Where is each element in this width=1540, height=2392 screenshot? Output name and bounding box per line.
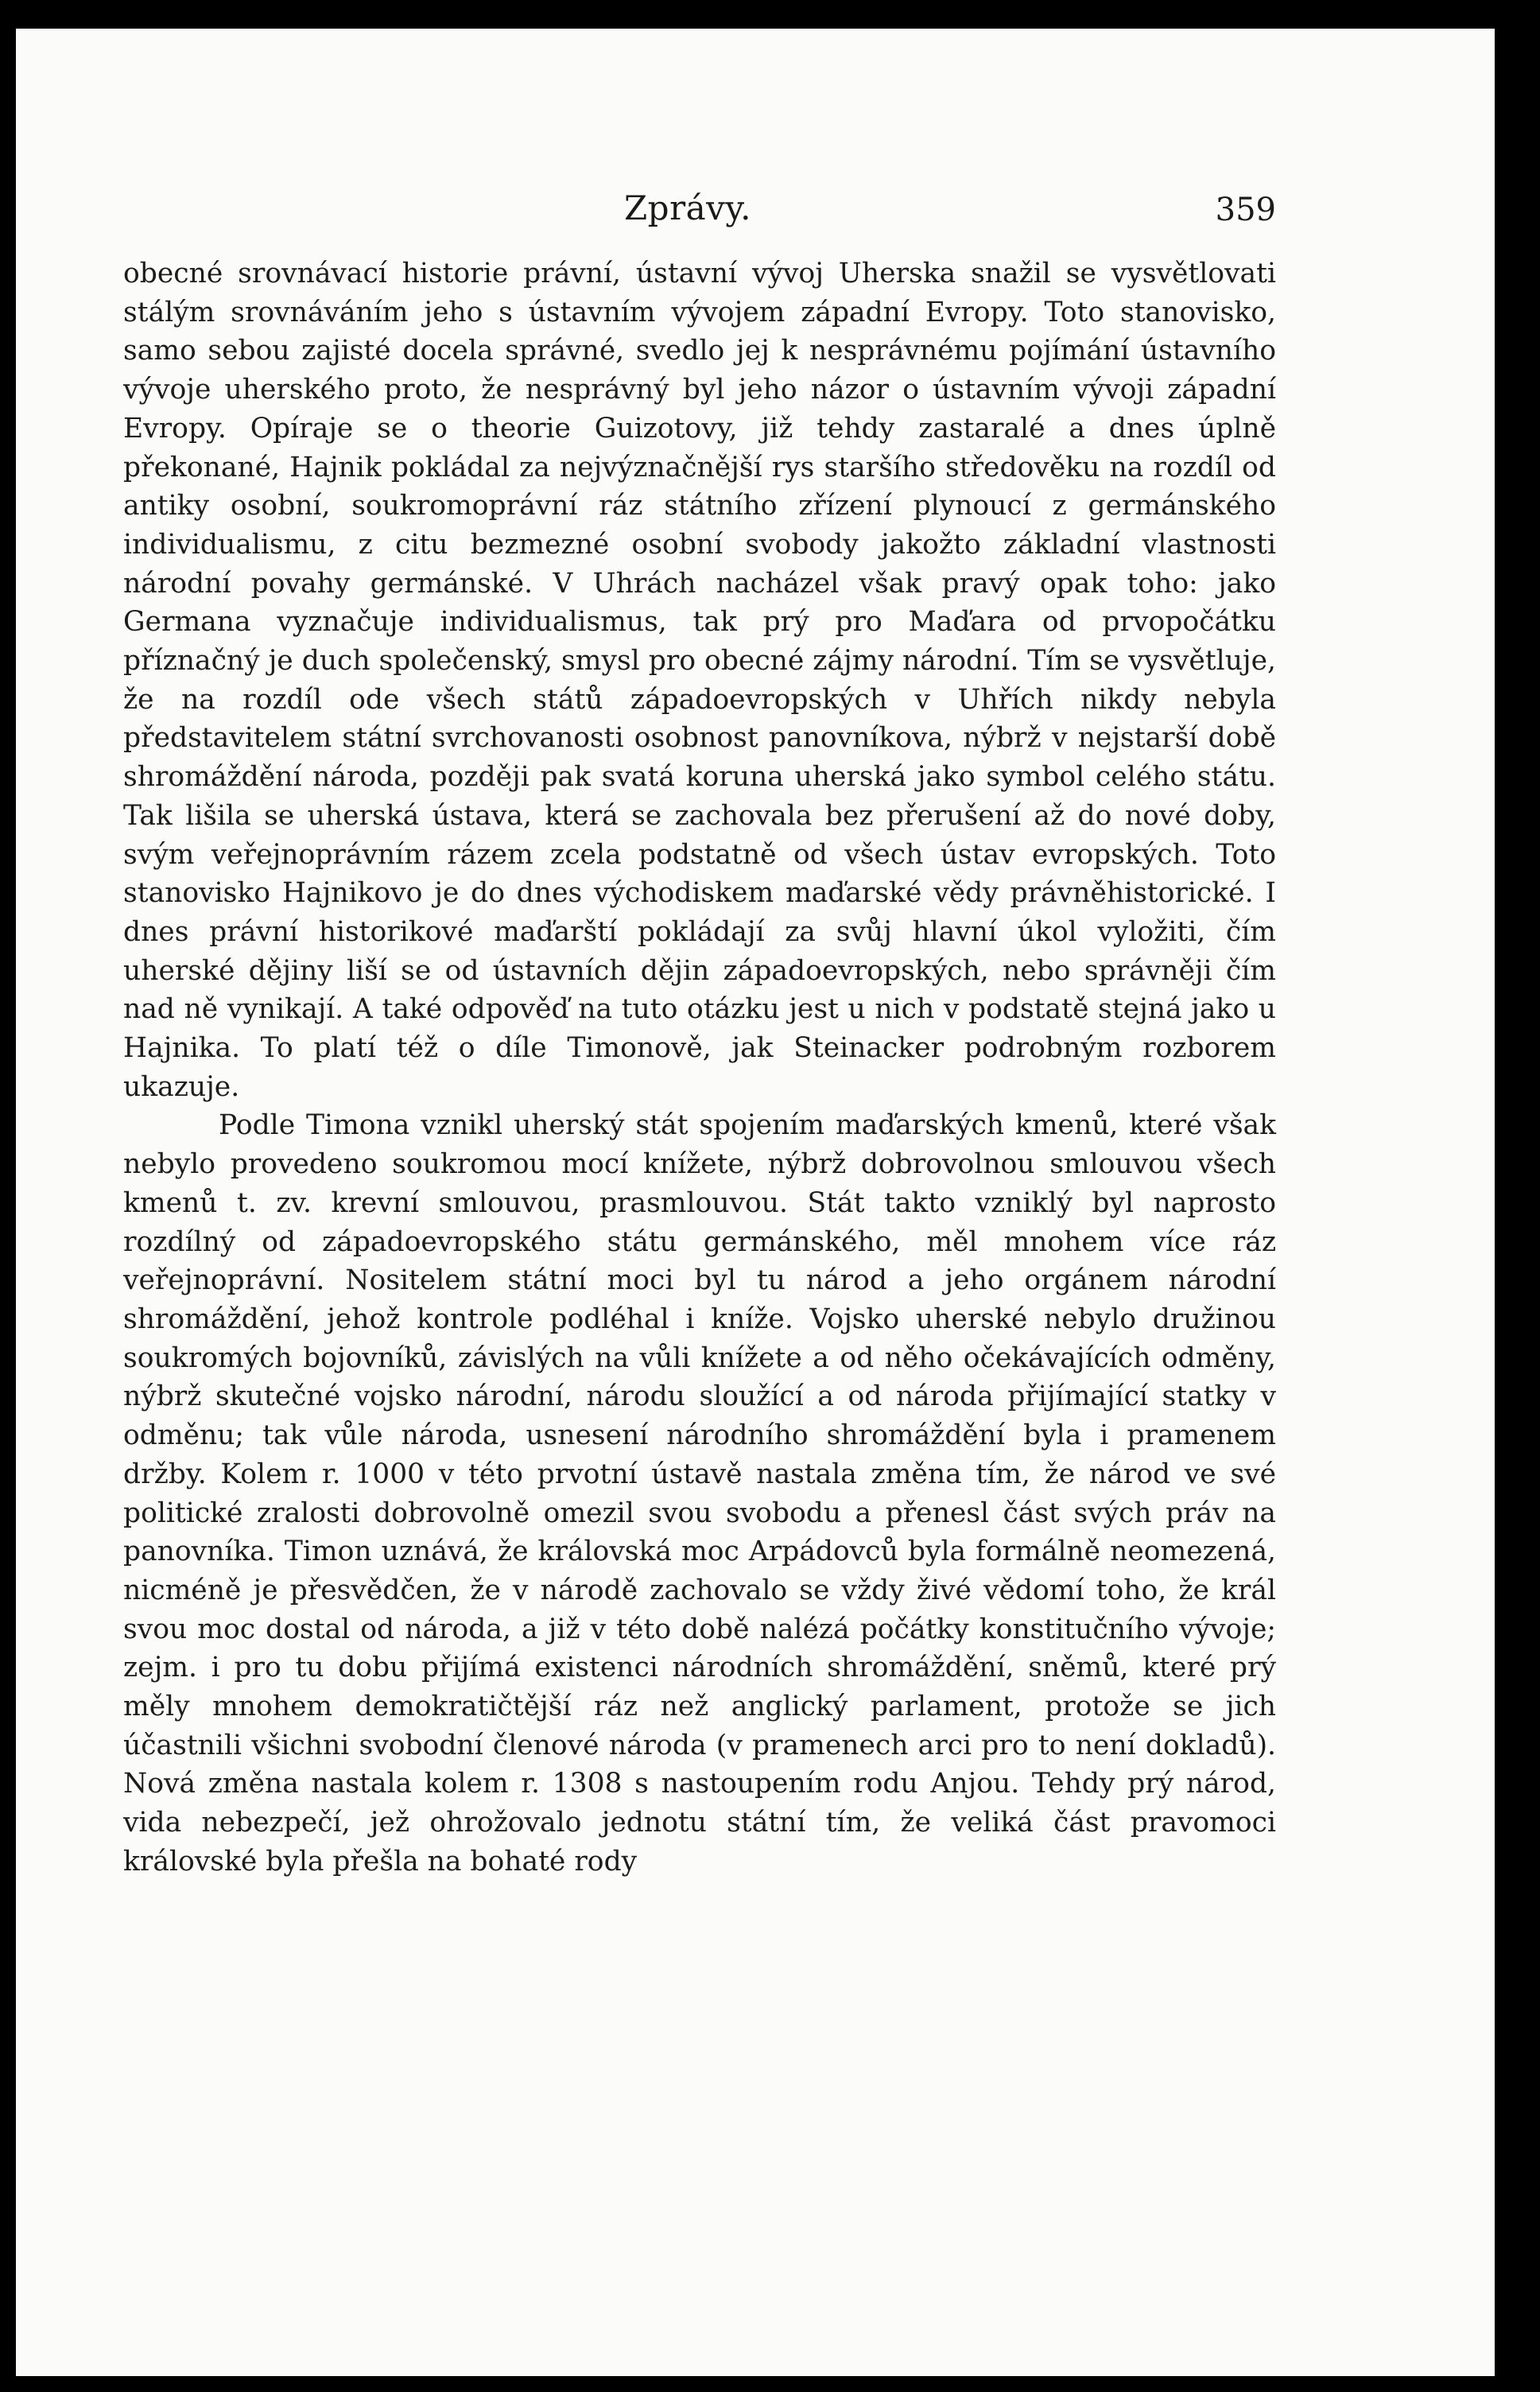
paragraph: Podle Timona vznikl uherský stát spojením maďarských kmenů, které však nebylo provedeno soukromou mocí knížete, nýbrž dobrovolnou smlouvou všech kmenů t. zv. krevní smlouvou, prasmlouvou. Stát takto vzniklý byl naprosto rozdílný od západoevropského státu germánského, měl mnohem více ráz veřejnoprávní. Nositelem státní moci byl tu národ a jeho orgánem národní shromáždění, jehož kontrole podléhal i kníže. Vojsko uherské nebylo družinou soukromých bojovníků, závislých na vůli knížete a od něho očekávajících odměny, nýbrž skutečné vojsko národní, národu sloužící a od národa přijímající statky v odměnu; tak vůle národa, usnesení národního shromáždění byla i pramenem držby. Kolem r. 1000 v této prvotní ústavě nastala změna tím, že národ ve své politické zralosti dobrovolně omezil svou svobodu a přenesl část svých práv na panovníka. Timon uznává, že královská moc Arpádovců byla formálně neomezená, nicméně je přesvědčen, že v národě zachovalo se vždy živé vědomí toho, že král svou moc dostal od národa, a již v této době nalézá počátky konstitučního vývoje; zejm. i pro tu dobu přijímá existenci národních shromáždění, sněmů, které prý měly mnohem demokratičtější ráz než anglický parlament, protože se jich účastnili všichni svobodní členové národa (v pramenech arci pro to není dokladů). Nová změna nastala kolem r. 1308 s nastoupením rodu Anjou. Tehdy prý národ, vida nebezpečí, jež ohrožovalo jednotu státní tím, že veliká část pravomoci královské byla přešla na bohaté rody [123, 1109, 1276, 1877]
running-title: Zprávy. [624, 188, 751, 227]
body-text [123, 254, 1276, 1881]
scan-border-top [0, 0, 1540, 29]
scan-border-right [1495, 0, 1540, 2392]
page-number: 359 [1215, 192, 1276, 228]
paragraph-continued: obecné srovnávací historie právní, ústavní vývoj Uherska snažil se vysvětlovati stálým srovnáváním jeho s ústavním vývojem západní Evropy. Toto stanovisko, samo sebou zajisté docela správné, svedlo jej k nesprávnému pojímání ústavního vývoje uherského proto, že nesprávný byl jeho názor o ústavním vývoji západní Evropy. Opíraje se o theorie Guizotovy, již tehdy zastaralé a dnes úplně překonané, Hajnik pokládal za nejvýznačnější rys staršího středověku na rozdíl od antiky osobní, soukromoprávní ráz státního zřízení plynoucí z germánského individualismu, z citu bezmezné osobní svobody jakožto základní vlastnosti národní povahy germánské. V Uhrách nacházel však pravý opak toho: jako Germana vyznačuje individualismus, tak prý pro Maďara od prvopočátku příznačný je duch společenský, smysl pro obecné zájmy národní. Tím se vysvětluje, že na rozdíl ode všech států západoevropských v Uhřích nikdy nebyla představitelem státní svrchovanosti osobnost panovníkova, nýbrž v nejstarší době shromáždění národa, později pak svatá koruna uherská jako symbol celého státu. Tak lišila se uherská ústava, která se zachovala bez přerušení až do nové doby, svým veřejnoprávním rázem zcela podstatně od všech ústav evropských. Toto stanovisko Hajnikovo je do dnes východiskem maďarské vědy právněhistorické. I dnes právní historikové maďarští pokládají za svůj hlavní úkol vyložiti, čím uherské dějiny liší se od ústavních dějin západoevropských, nebo správněji čím nad ně vynikají. A také odpověď na tuto otázku jest u nich v podstatě stejná jako u Hajnika. To platí též o díle Timonově, jak Steinacker podrobným rozborem ukazuje. [123, 258, 1276, 1103]
page-header [123, 188, 1276, 236]
scan-border-bottom [0, 2376, 1540, 2392]
scan-border-left [0, 0, 16, 2392]
